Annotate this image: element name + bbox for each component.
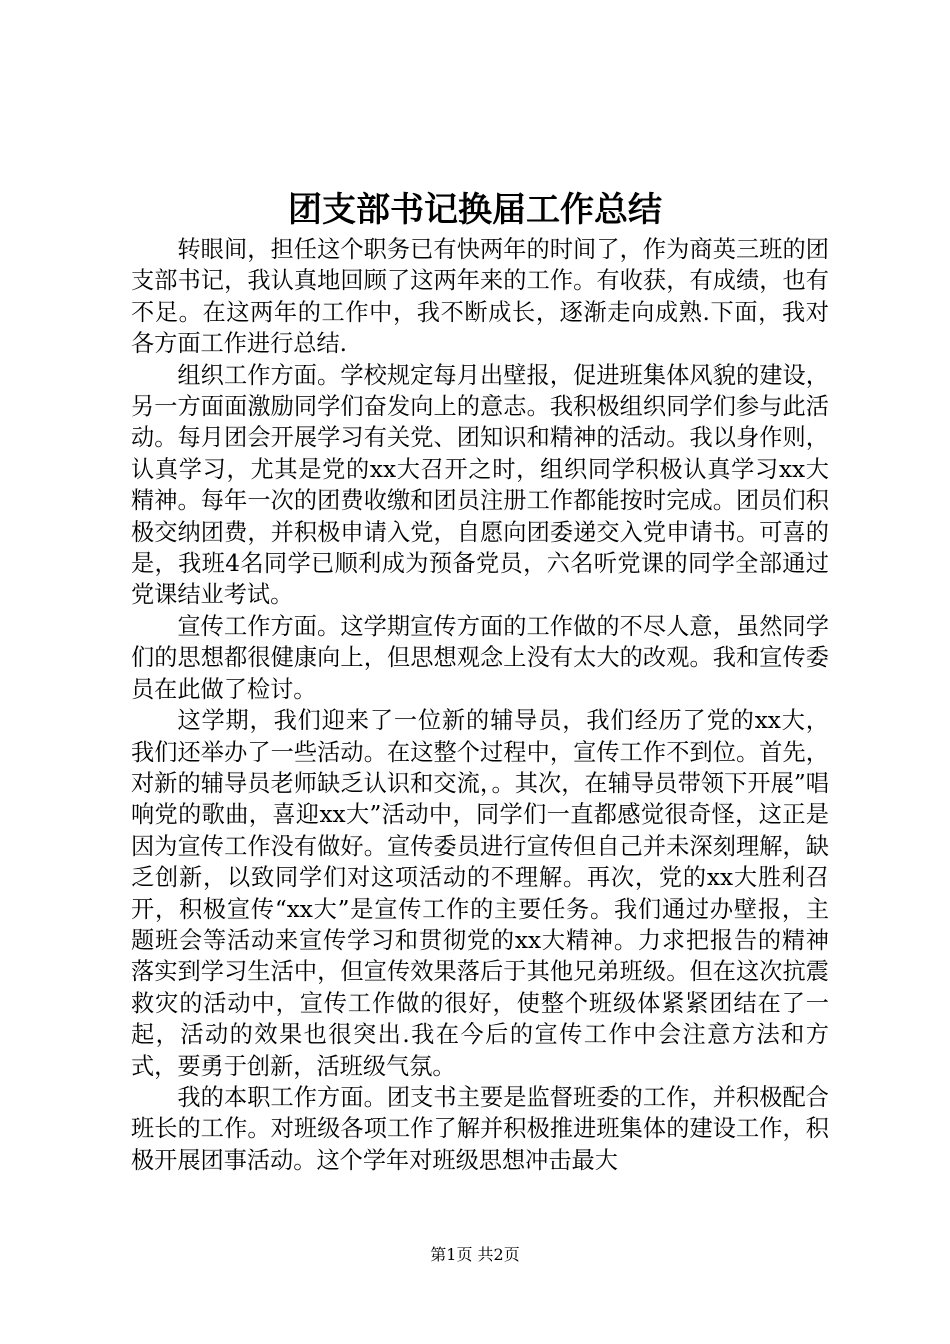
paragraph-publicity: 宣传工作方面。这学期宣传方面的工作做的不尽人意，虽然同学们的思想都很健康向上，但思想观念上没有太大的改观。我和宣传委员在此做了检讨。 (131, 612, 829, 703)
document-title: 团支部书记换届工作总结 (288, 190, 662, 230)
document-body (131, 234, 829, 1176)
page-footer: 第1页 共2页 (430, 1245, 520, 1264)
paragraph-semester: 这学期，我们迎来了一位新的辅导员，我们经历了党的xx大，我们还举办了一些活动。在这整个过程中，宣传工作不到位。首先，对新的辅导员老师缺乏认识和交流，。其次，在辅导员带领下开展”唱响党的歌曲，喜迎xx大”活动中，同学们一直都感觉很奇怪，这正是因为宣传工作没有做好。宣传委员进行宣传但自己并未深刻理解，缺乏创新，以致同学们对这项活动的不理解。再次，党的xx大胜利召开，积极宣传“xx大”是宣传工作的主要任务。我们通过办壁报，主题班会等活动来宣传学习和贯彻党的xx大精神。力求把报告的精神落实到学习生活中，但宣传效果落后于其他兄弟班级。但在这次抗震救灾的活动中，宣传工作做的很好，使整个班级体紧紧团结在了一起，活动的效果也很突出.我在今后的宣传工作中会注意方法和方式，要勇于创新，活班级气氛。 (131, 707, 829, 1080)
paragraph-intro: 转眼间，担任这个职务已有快两年的时间了，作为商英三班的团支部书记，我认真地回顾了这两年来的工作。有收获，有成绩，也有不足。在这两年的工作中，我不断成长，逐渐走向成熟.下面，我对各方面工作进行总结. (131, 236, 829, 358)
paragraph-duties: 我的本职工作方面。团支书主要是监督班委的工作，并积极配合班长的工作。对班级各项工作了解并积极推进班集体的建设工作，积极开展团事活动。这个学年对班级思想冲击最大 (131, 1083, 829, 1174)
paragraph-organization: 组织工作方面。学校规定每月出壁报，促进班集体风貌的建设，另一方面面激励同学们奋发向上的意志。我积极组织同学们参与此活动。每月团会开展学习有关党、团知识和精神的活动。我以身作则，认真学习，尤其是党的xx大召开之时，组织同学积极认真学习xx大精神。每年一次的团费收缴和团员注册工作都能按时完成。团员们积极交纳团费，并积极申请入党，自愿向团委递交入党申请书。可喜的是，我班4名同学已顺利成为预备党员，六名听党课的同学全部通过党课结业考试。 (131, 361, 829, 609)
